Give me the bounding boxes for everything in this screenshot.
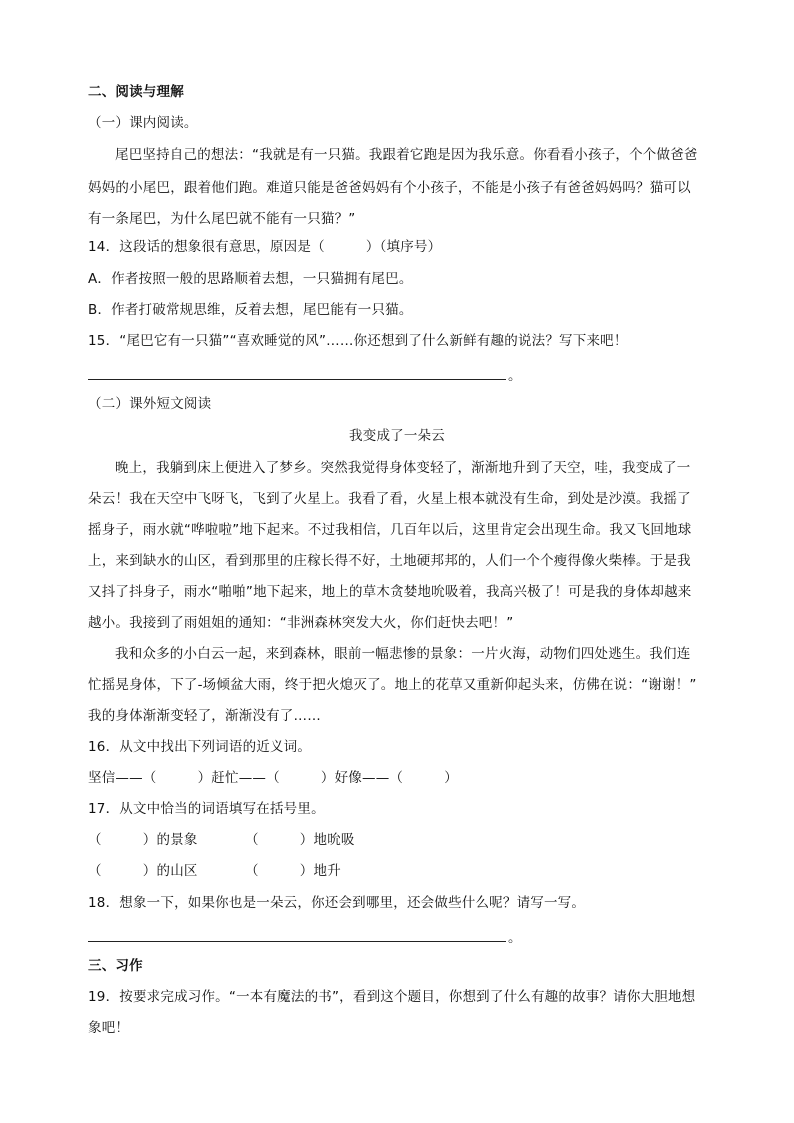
story-line: 我的身体渐渐变轻了，渐渐没有了…… — [88, 708, 321, 724]
question-17-blank: （ ）地吮吸 — [245, 832, 355, 848]
answer-line-end-mark: 。 — [508, 368, 522, 384]
question-16-blanks: 坚信——（ ）赶忙——（ ）好像——（ ） — [88, 770, 458, 786]
story-line: 摇身子，雨水就“哗啦啦”地下起来。不过我相信，几百年以后，这里肯定会出现生命。我又飞回地球 — [88, 522, 692, 538]
question-19: 象吧！ — [88, 1020, 130, 1036]
question-14: 14．这段话的想象很有意思，原因是（ ）（填序号） — [88, 239, 442, 255]
question-18: 18．想象一下，如果你也是一朵云，你还会到哪里，还会做些什么呢？请写一写。 — [88, 895, 586, 911]
answer-line-15[interactable] — [88, 379, 506, 380]
story-line: 晚上，我躺到床上便进入了梦乡。突然我觉得身体变轻了，渐渐地升到了天空，哇，我变成了一 — [115, 460, 691, 476]
story-line: 忙摇晃身体，下了-场倾盆大雨，终于把火熄灭了。地上的花草又重新仰起头来，仿佛在说：“谢谢！” — [88, 677, 697, 693]
question-17: 17．从文中恰当的词语填写在括号里。 — [88, 801, 325, 817]
question-16: 16．从文中找出下列词语的近义词。 — [88, 739, 312, 755]
answer-line-18[interactable] — [88, 941, 506, 942]
section-heading-reading: 二、阅读与理解 — [88, 84, 184, 100]
question-17-blank: （ ）的景象 — [88, 832, 198, 848]
story-line: 越小。我接到了雨姐姐的通知：“非洲森林突发大火，你们赶快去吧！” — [88, 615, 514, 631]
section-heading-writing: 三、习作 — [88, 958, 143, 974]
option-14-a: A．作者按照一般的思路顺着去想，一只猫拥有尾巴。 — [88, 271, 413, 287]
story-line: 朵云！我在天空中飞呀飞，飞到了火星上。我看了看，火星上根本就没有生命，到处是沙漠。我摇了 — [88, 491, 691, 507]
question-17-blank: （ ）的山区 — [88, 863, 198, 879]
story-line: 又抖了抖身子，雨水“啪啪”地下起来，地上的草木贪婪地吮吸着，我高兴极了！可是我的身体却越来 — [88, 584, 692, 600]
story-title: 我变成了一朵云 — [349, 428, 445, 444]
part-title-in-class: （一）课内阅读。 — [88, 115, 198, 131]
question-15: 15．“尾巴它有一只猫”“喜欢睡觉的风”……你还想到了什么新鲜有趣的说法？写下来吧！ — [88, 333, 628, 349]
passage-line: 有一条尾巴，为什么尾巴就不能有一只猫？” — [88, 211, 356, 227]
answer-line-end-mark: 。 — [508, 930, 522, 946]
part-title-extracurricular: （二）课外短文阅读 — [88, 396, 212, 412]
passage-line: 妈妈的小尾巴，跟着他们跑。难道只能是爸爸妈妈有个小孩子，不能是小孩子有爸爸妈妈吗？猫可以 — [88, 180, 691, 196]
story-line: 上，来到缺水的山区，看到那里的庄稼长得不好，土地硬邦邦的，人们一个个瘦得像火柴棒。于是我 — [88, 553, 691, 569]
story-line: 我和众多的小白云一起，来到森林，眼前一幅悲惨的景象：一片火海，动物们四处逃生。我们连 — [115, 646, 691, 662]
option-14-b: B．作者打破常规思维，反着去想，尾巴能有一只猫。 — [88, 302, 413, 318]
question-17-blank: （ ）地升 — [245, 863, 341, 879]
question-19: 19．按要求完成习作。“一本有魔法的书”，看到这个题目，你想到了什么有趣的故事？请你大胆地想 — [88, 989, 696, 1005]
passage-line: 尾巴坚持自己的想法：“我就是有一只猫。我跟着它跑是因为我乐意。你看看小孩子，个个做爸爸 — [115, 147, 698, 163]
